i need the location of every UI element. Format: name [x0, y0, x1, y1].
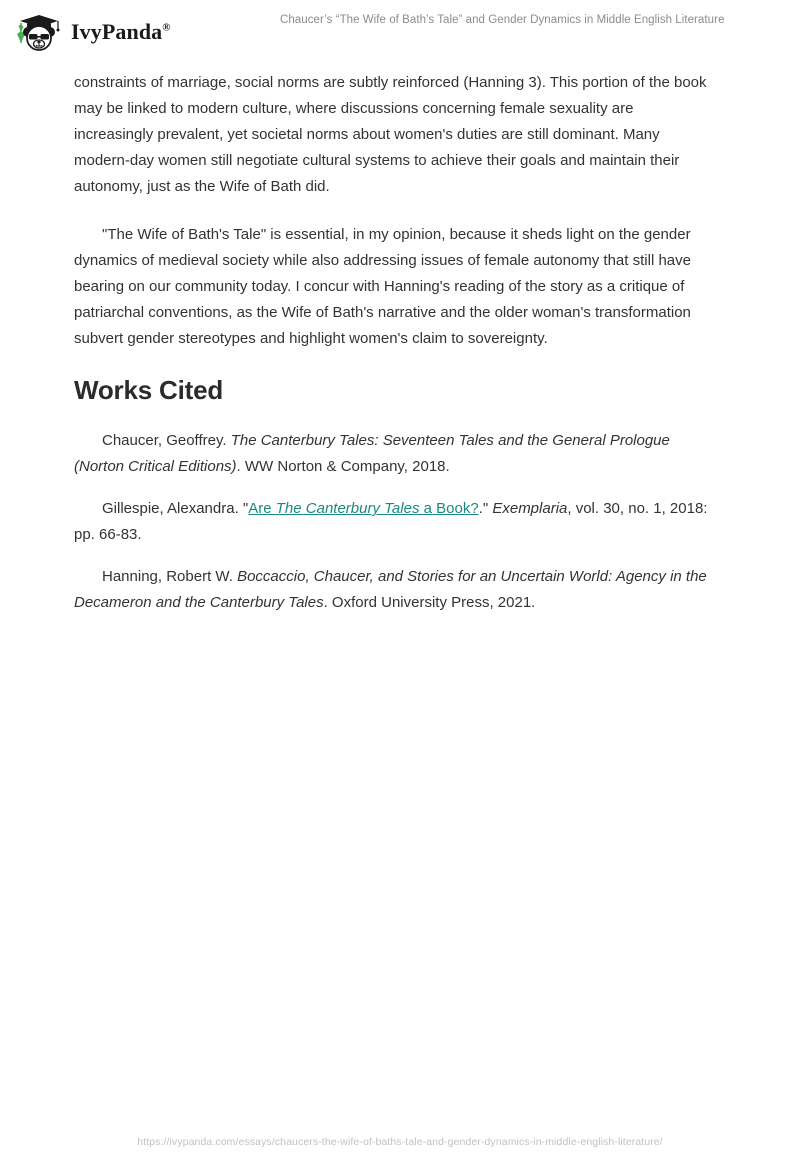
citation-author: Hanning, Robert W.	[102, 568, 238, 585]
citation-publisher: . Oxford University Press, 2021.	[323, 594, 536, 611]
brand-name	[71, 19, 171, 45]
citation-title: The Canterbury Tales: Seventeen Tales and the General Prologue (Norton Critical Editions)	[74, 432, 670, 475]
link-text-italic: The Canterbury Tales	[275, 500, 420, 517]
page-header	[0, 0, 800, 62]
page-footer	[0, 1132, 800, 1150]
link-text-post: a Book?	[419, 500, 479, 517]
citation-source-link[interactable]	[248, 500, 478, 517]
source-url[interactable]: https://ivypanda.com/essays/chaucers-the-wife-of-baths-tale-and-gender-dynamics-in-middle-english-literature/	[137, 1136, 663, 1148]
citation-publisher: . WW Norton & Company, 2018.	[236, 458, 450, 475]
registered-trademark-icon: ®	[162, 21, 171, 34]
citation-author: Chaucer, Geoffrey.	[102, 432, 231, 449]
link-text-pre: Are	[248, 500, 276, 517]
citation-details: , vol. 30, no. 1, 2018: pp. 66-83.	[74, 500, 708, 543]
citation-chaucer	[74, 428, 711, 480]
brand-logo[interactable]	[14, 12, 171, 52]
citation-hanning	[74, 564, 711, 616]
citation-journal: Exemplaria	[492, 500, 568, 517]
panda-graduate-logo-icon	[14, 12, 64, 52]
brand-name-text: IvyPanda	[71, 19, 163, 44]
document-content	[74, 70, 711, 632]
document-title-header: Chaucer’s “The Wife of Bath’s Tale” and Gender Dynamics in Middle English Literature	[280, 14, 725, 26]
paragraph-continuation: constraints of marriage, social norms are subtly reinforced (Hanning 3). This portion of the book may be linked to modern culture, where discussions concerning female sexuality are increasingly prevalent, yet societal norms about women's duties are still dominant. Many modern-day women still negotiate cultural systems to achieve their goals and maintain their autonomy, just as the Wife of Bath did.	[74, 74, 707, 195]
paragraph-conclusion: "The Wife of Bath's Tale" is essential, in my opinion, because it sheds light on the gender dynamics of medieval society while also addressing issues of female autonomy that still have bearing on our community today. I concur with Hanning's reading of the story as a critique of patriarchal conventions, as the Wife of Bath's narrative and the older woman's transformation subvert gender stereotypes and highlight women's claim to sovereignty.	[74, 226, 691, 347]
citation-after-link: ."	[478, 500, 493, 517]
citation-gillespie	[74, 496, 711, 548]
citation-author: Gillespie, Alexandra. "	[102, 500, 249, 517]
citation-title: Boccaccio, Chaucer, and Stories for an Uncertain World: Agency in the Decameron and the Canterbury Tales	[74, 568, 707, 611]
works-cited-heading: Works Cited	[74, 375, 224, 405]
